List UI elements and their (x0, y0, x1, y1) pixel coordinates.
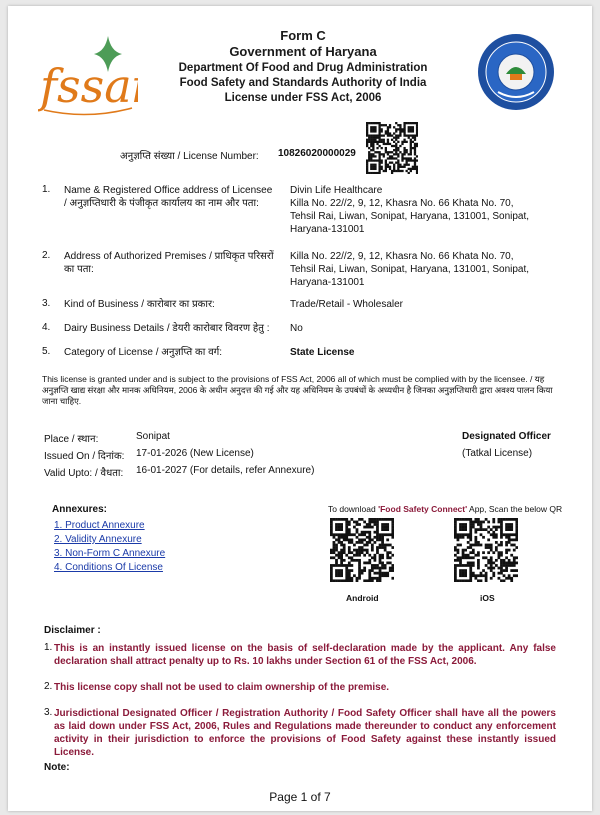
item-value (290, 322, 540, 335)
haryana-emblem (476, 32, 556, 112)
disclaimer-point: 1. This is an instantly issued license on the basis of self-declaration made by the applicant. Any false declaration shall attract penalty up to Rs. 10 lakhs under Section 61 of the FSS Act, 2006. (44, 642, 556, 667)
svg-text:fssai: fssai (40, 59, 138, 113)
item-value (290, 298, 540, 311)
tatkal-license: (Tatkal License) (462, 448, 533, 459)
valid-value: 16-01-2027 (For details, refer Annexure) (136, 465, 315, 476)
ios-label: iOS (480, 593, 495, 603)
item-label: Address of Authorized Premises / प्राधिकृत परिसरों का पता: (64, 251, 274, 275)
android-label: Android (346, 593, 379, 603)
item-number: 2. (42, 250, 51, 261)
annexure-item[interactable]: 2. Validity Annexure (54, 534, 142, 545)
item-value-detail: Killa No. 22//2, 9, 12, Khasra No. 66 Khata No. 70, Tehsil Rai, Liwan, Sonipat, Haryana, 131001, Sonipat, Haryana-131001 (290, 198, 530, 235)
license-number-label: अनुज्ञप्ति संख्या / License Number: (120, 151, 259, 162)
item-value-detail: No (290, 323, 303, 334)
item-label: Category of License / अनुज्ञप्ति का वर्ग: (64, 347, 223, 358)
item-value (290, 346, 540, 359)
act-title: License under FSS Act, 2006 (224, 92, 382, 104)
annexure-item[interactable]: 4. Conditions Of License (54, 562, 163, 573)
item-value (290, 250, 540, 289)
disclaimer-list (44, 642, 556, 759)
item-number: 4. (42, 322, 51, 333)
page-number: Page 1 of 7 (269, 790, 331, 804)
issued-value: 17-01-2026 (New License) (136, 448, 254, 459)
item-number: 5. (42, 346, 51, 357)
item-value-detail: Killa No. 22//2, 9, 12, Khasra No. 66 Khata No. 70, Tehsil Rai, Liwan, Sonipat, Haryana, 131001, Sonipat, Haryana-131001 (290, 251, 530, 288)
android-qr-code[interactable] (330, 518, 394, 582)
license-page (8, 6, 592, 811)
grant-note: This license is granted under and is subject to the provisions of FSS Act, 2006 all of which must be complied with by the licensee. / यह अनुज्ञप्ति खाद्य संरक्षा और मानक अधिनियम, 2006 के अधीन अनुदत्त की गई और यह अधिनियम के उपबंधों के अध्यधीन है जिनका अनुज्ञप्तिधारी द्वारा अवश्य पालन किया जाना चाहिए. (42, 374, 553, 406)
annexure-item[interactable]: 1. Product Annexure (54, 520, 145, 531)
disclaimer-title: Disclaimer : (44, 625, 101, 636)
annexure-links (54, 519, 165, 575)
ios-qr-code[interactable] (454, 518, 518, 582)
item-value-primary: Divin Life Healthcare (290, 185, 383, 196)
item-value-detail: Trade/Retail - Wholesaler (290, 299, 404, 310)
item-number: 1. (42, 184, 51, 195)
valid-label: Valid Upto: / वैधता: (44, 468, 124, 479)
item-label: Kind of Business / कारोबार का प्रकार: (64, 299, 215, 310)
form-title: Form C (280, 28, 326, 43)
department-title: Department Of Food and Drug Administration (178, 62, 428, 74)
issued-label: Issued On / दिनांक: (44, 451, 125, 462)
place-value: Sonipat (136, 431, 170, 442)
note-label: Note: (44, 762, 70, 773)
license-qr-code (366, 122, 418, 174)
designated-officer: Designated Officer (462, 431, 551, 442)
annexures-title: Annexures: (52, 504, 108, 515)
item-value-primary: State License (290, 347, 355, 358)
government-title: Government of Haryana (229, 44, 377, 59)
disclaimer-point: 3. Jurisdictional Designated Officer / Registration Authority / Food Safety Officer shall have all the powers as laid down under FSS Act, 2006, Rules and Regulations made thereunder to conduct any enforcement activity in their jurisdiction to enforce the provisions of Food Safety against these instantly issued License. (44, 707, 556, 758)
disclaimer-point: 2. This license copy shall not be used to claim ownership of the premise. (44, 681, 390, 693)
item-value (290, 184, 540, 236)
item-label: Name & Registered Office address of Licensee / अनुज्ञप्तिधारी के पंजीकृत कार्यालय का नाम और पता: (64, 185, 273, 209)
license-number-value: 10826020000029 (278, 148, 356, 159)
item-label: Dairy Business Details / डेयरी कारोबार विवरण हेतु : (64, 323, 270, 334)
app-download-text: To download 'Food Safety Connect' App, Scan the below QR (328, 504, 563, 514)
authority-title: Food Safety and Standards Authority of India (179, 77, 427, 89)
item-number: 3. (42, 298, 51, 309)
fssai-logo (38, 32, 138, 122)
annexure-item[interactable]: 3. Non-Form C Annexure (54, 548, 166, 559)
place-label: Place / स्थान: (44, 434, 99, 445)
